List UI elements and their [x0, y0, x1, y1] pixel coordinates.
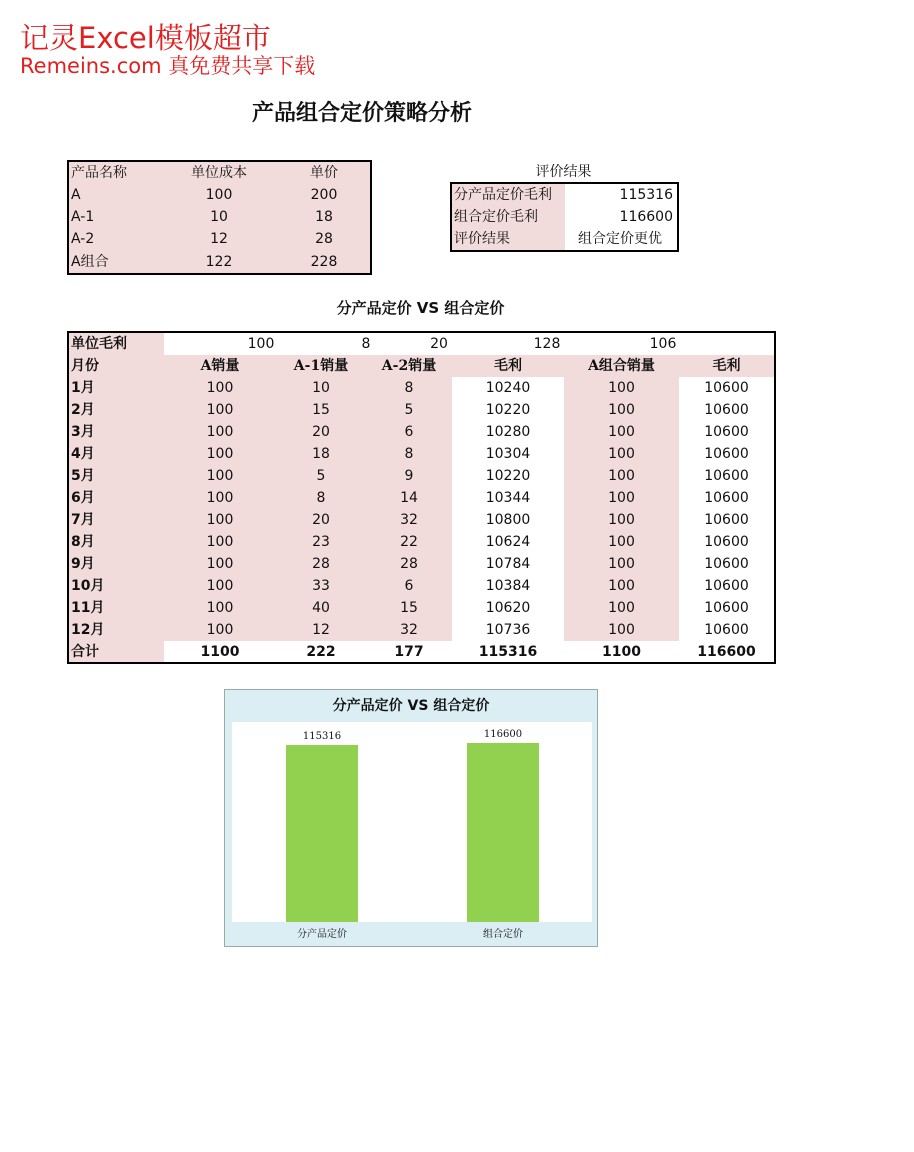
unit-margin-value: 106 — [649, 336, 677, 352]
table-cell: 100 — [608, 578, 635, 594]
table-cell: 10384 — [485, 578, 531, 594]
unit-price: 200 — [310, 187, 338, 203]
table-cell: 100 — [206, 622, 234, 638]
table-cell: 100 — [206, 578, 234, 594]
table-cell: 22 — [400, 534, 418, 550]
table-cell: 33 — [312, 578, 330, 594]
unit-price: 18 — [315, 209, 333, 225]
table-cell: 10620 — [485, 600, 531, 616]
product-name: A-1 — [71, 209, 95, 225]
table-cell: 100 — [206, 468, 234, 484]
row-label: 7月 — [71, 512, 95, 528]
table-cell: 10600 — [704, 512, 749, 528]
table-cell: 10624 — [485, 534, 531, 550]
table-row — [69, 184, 370, 206]
table-cell: 8 — [316, 490, 326, 506]
unit-margin-value: 20 — [430, 336, 448, 352]
unit-price: 28 — [315, 231, 333, 247]
table-cell: 10220 — [485, 402, 531, 418]
table-cell: 20 — [312, 512, 330, 528]
table-cell: 100 — [206, 512, 234, 528]
eval-value: 116600 — [619, 209, 673, 225]
table-cell: 100 — [206, 424, 234, 440]
table-cell: 100 — [608, 556, 635, 572]
table-cell: 100 — [608, 600, 635, 616]
table-row — [69, 377, 774, 399]
table-cell: 100 — [608, 424, 635, 440]
table-cell: 1100 — [200, 644, 240, 660]
table-row — [69, 597, 774, 619]
table-cell: 177 — [394, 644, 424, 660]
table-cell: 5 — [316, 468, 326, 484]
row-label: 6月 — [71, 490, 95, 506]
table-cell: 222 — [306, 644, 336, 660]
table-cell: 10600 — [704, 600, 749, 616]
row-label: 5月 — [71, 468, 95, 484]
table-cell: 15 — [312, 402, 330, 418]
total-row — [69, 641, 774, 663]
table-cell: 10600 — [704, 578, 749, 594]
table-cell: 100 — [206, 600, 234, 616]
table-cell: 100 — [206, 402, 234, 418]
product-name: A — [71, 187, 81, 203]
table-cell: 10240 — [485, 380, 531, 396]
table-row — [69, 465, 774, 487]
table-cell: 115316 — [478, 644, 538, 660]
table-cell: 10800 — [485, 512, 531, 528]
brand-title: 记灵Excel模板超市 — [20, 21, 271, 55]
row-label: 10月 — [71, 578, 105, 594]
table-cell: 100 — [608, 512, 635, 528]
table-row — [69, 228, 370, 250]
table-cell: 10600 — [704, 622, 749, 638]
evaluation-box — [450, 182, 679, 252]
unit-margin-value: 100 — [247, 336, 275, 352]
table-cell: 毛利 — [494, 358, 522, 374]
table-row — [69, 553, 774, 575]
table-cell: 毛利 — [712, 358, 741, 374]
table-cell: 10304 — [485, 446, 531, 462]
table-row — [69, 509, 774, 531]
chart-bar — [467, 743, 539, 922]
table-cell: 100 — [206, 380, 234, 396]
table-cell: 100 — [206, 490, 234, 506]
table-cell: 6 — [404, 578, 414, 594]
table-cell: 6 — [404, 424, 414, 440]
table-row — [69, 531, 774, 553]
margin-comparison-chart — [224, 689, 598, 947]
table-cell: 5 — [404, 402, 414, 418]
row-label: 月份 — [71, 358, 99, 374]
eval-label: 分产品定价毛利 — [452, 184, 565, 206]
chart-x-label: 分产品定价 — [297, 929, 347, 940]
table-cell: 10344 — [485, 490, 531, 506]
monthly-table-header — [69, 355, 774, 377]
chart-bar — [286, 745, 358, 922]
table-cell: 10600 — [704, 534, 749, 550]
table-row — [69, 443, 774, 465]
table-cell: 100 — [608, 446, 635, 462]
table-cell: 10280 — [485, 424, 531, 440]
table-cell: 10600 — [704, 490, 749, 506]
unit-margin-row — [69, 333, 774, 355]
monthly-table — [67, 331, 776, 664]
eval-label: 组合定价毛利 — [452, 206, 565, 228]
table-cell: 23 — [312, 534, 330, 550]
table-cell: 10600 — [704, 380, 749, 396]
table-cell: 1100 — [602, 644, 641, 660]
page-title: 产品组合定价策略分析 — [252, 101, 473, 126]
header-unit-cost: 单位成本 — [191, 165, 247, 181]
table-row — [69, 206, 370, 228]
table-row — [69, 251, 370, 273]
eval-result: 组合定价更优 — [578, 231, 662, 247]
unit-margin-value: 8 — [361, 336, 371, 352]
brand-subtitle: Remeins.com 真免费共享下载 — [20, 54, 316, 78]
table-row — [69, 399, 774, 421]
table-cell: 28 — [400, 556, 418, 572]
table-cell: 8 — [404, 380, 414, 396]
table-cell: 32 — [400, 622, 418, 638]
table-cell: 100 — [206, 446, 234, 462]
table-row — [69, 487, 774, 509]
table-cell: 116600 — [697, 644, 756, 660]
table-cell: 32 — [400, 512, 418, 528]
unit-cost: 122 — [205, 254, 233, 270]
table-cell: 10 — [312, 380, 330, 396]
chart-data-label: 115316 — [302, 731, 342, 742]
chart-title: 分产品定价 VS 组合定价 — [332, 698, 490, 714]
unit-margin-label: 单位毛利 — [71, 336, 127, 352]
header-product-name: 产品名称 — [71, 165, 127, 181]
table-cell: 18 — [312, 446, 330, 462]
eval-value: 115316 — [619, 187, 673, 203]
row-label: 11月 — [71, 600, 105, 616]
row-label: 3月 — [71, 424, 95, 440]
table-cell: A-2销量 — [381, 358, 437, 374]
table-cell: 12 — [312, 622, 330, 638]
evaluation-title: 评价结果 — [535, 164, 592, 180]
unit-margin-value: 128 — [533, 336, 561, 352]
chart-data-label: 116600 — [483, 729, 523, 740]
row-label: 合计 — [71, 644, 99, 660]
table-cell: 20 — [312, 424, 330, 440]
header-unit-price: 单价 — [310, 165, 338, 181]
table-cell: 28 — [312, 556, 330, 572]
table-cell: 10220 — [485, 468, 531, 484]
table-cell: A-1销量 — [293, 358, 349, 374]
table-row — [69, 619, 774, 641]
table-cell: 100 — [206, 556, 234, 572]
table-cell: 14 — [400, 490, 418, 506]
row-label: 4月 — [71, 446, 95, 462]
table-cell: 100 — [608, 402, 635, 418]
product-name: A-2 — [71, 231, 95, 247]
chart-plot-area — [232, 722, 592, 940]
unit-cost: 100 — [205, 187, 233, 203]
product-table — [67, 160, 372, 275]
table-cell: 10600 — [704, 424, 749, 440]
eval-label: 评价结果 — [452, 228, 565, 250]
table-cell: 100 — [608, 468, 635, 484]
row-label: 9月 — [71, 556, 95, 572]
chart-x-label: 组合定价 — [483, 929, 523, 940]
table-cell: 10600 — [704, 468, 749, 484]
table-cell: A组合销量 — [588, 358, 655, 374]
table-cell: A销量 — [200, 358, 240, 374]
row-label: 1月 — [71, 380, 95, 396]
table-cell: 9 — [404, 468, 414, 484]
table-cell: 40 — [312, 600, 330, 616]
row-label: 2月 — [71, 402, 95, 418]
table-cell: 10736 — [485, 622, 531, 638]
table-cell: 100 — [206, 534, 234, 550]
table-row — [69, 421, 774, 443]
table-cell: 100 — [608, 490, 635, 506]
section-title: 分产品定价 VS 组合定价 — [336, 299, 505, 317]
table-cell: 10600 — [704, 556, 749, 572]
row-label: 8月 — [71, 534, 95, 550]
unit-price: 228 — [310, 254, 338, 270]
table-cell: 100 — [608, 380, 635, 396]
table-row — [69, 575, 774, 597]
unit-cost: 12 — [210, 231, 228, 247]
table-cell: 15 — [400, 600, 418, 616]
table-cell: 100 — [608, 622, 635, 638]
row-label: 12月 — [71, 622, 105, 638]
table-cell: 10784 — [485, 556, 531, 572]
unit-cost: 10 — [210, 209, 228, 225]
table-cell: 8 — [404, 446, 414, 462]
product-table-header — [69, 162, 370, 184]
table-cell: 100 — [608, 534, 635, 550]
table-cell: 10600 — [704, 402, 749, 418]
table-cell: 10600 — [704, 446, 749, 462]
product-name: A组合 — [71, 254, 109, 270]
